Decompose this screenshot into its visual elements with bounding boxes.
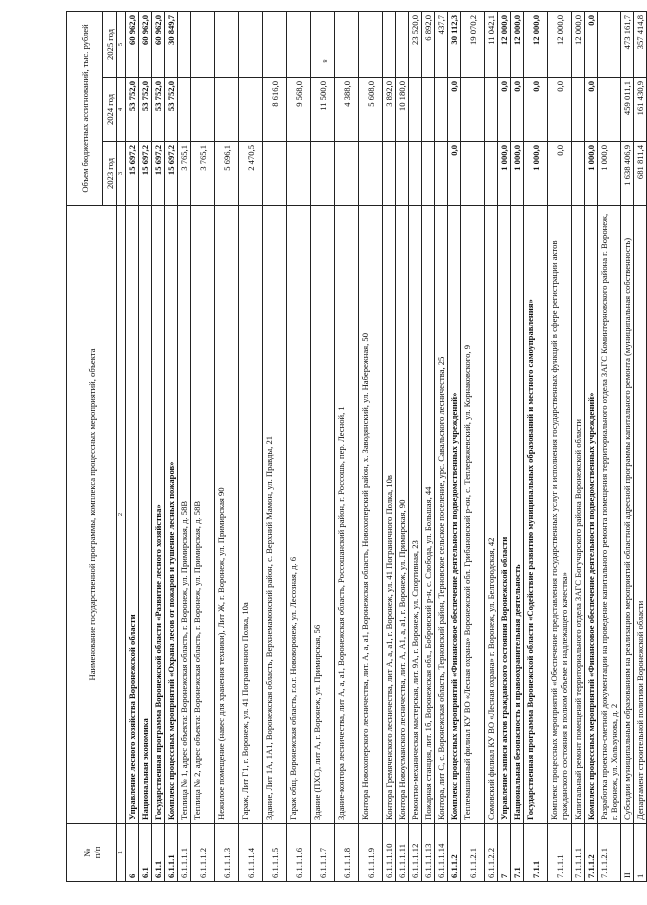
row-value-2025: 23 520,0 [409, 11, 422, 77]
table-row [572, 11, 585, 881]
row-value-2024: 459 011,1 [621, 78, 634, 142]
row-number: 7.1.1.2.1 [598, 824, 621, 882]
row-value-2024: 11 500,0 [311, 78, 335, 142]
row-value-2025: 12 000,0 [498, 11, 511, 77]
table-row [152, 11, 165, 881]
row-name: Гараж общ. Воронежская область, г.о.г. Нововоронеж, ул. Лесозная, д. 6 [287, 206, 311, 824]
row-value-2023: 15 697,2 [165, 142, 178, 206]
row-value-2023: 1 000,0 [598, 142, 621, 206]
row-name: Сомовский филиал КУ ВО «Лесная охрана» г. Воронеж, ул. Белгородская, 42 [485, 206, 498, 824]
table-row [178, 11, 191, 881]
table-row [396, 11, 409, 881]
row-value-2025 [215, 11, 239, 77]
row-name: Комплекс процессных мероприятий «Финансовое обеспечение деятельности подведомственных учреждений» [585, 206, 598, 824]
col-header-year-2025: 2025 год [103, 11, 117, 77]
col-number-4: 4 [117, 78, 126, 142]
row-number: 6.1.1.2.1 [461, 824, 485, 882]
table-row [634, 11, 647, 881]
row-name: Капитальный ремонт помещений территориального отдела ЗАГС Богучарского района Воронежской области [572, 206, 585, 824]
row-name: Здание (ПХС), лит А, г. Воронеж, ул. Примирская, 56 [311, 206, 335, 824]
row-value-2023 [287, 142, 311, 206]
row-value-2023: 15 697,2 [152, 142, 165, 206]
row-name: Теплица № 2, адрес объекта: Воронежская область, г. Воронеж, ул. Примирская, д. 58В [191, 206, 215, 824]
page-number: 8 [321, 59, 327, 63]
row-value-2024: 9 568,0 [287, 78, 311, 142]
row-value-2024: 5 608,0 [359, 78, 383, 142]
row-value-2024: 4 388,0 [335, 78, 359, 142]
row-value-2023 [485, 142, 498, 206]
table-row [598, 11, 621, 881]
row-value-2024 [485, 78, 498, 142]
row-value-2024 [435, 78, 448, 142]
table-row [548, 11, 572, 881]
table-row [435, 11, 448, 881]
row-name: Контора Гремяченского лесничества, лит А, а, а1, г. Воронеж, ул. 41 Пограничного Полка, 10в [383, 206, 396, 824]
row-value-2025 [359, 11, 383, 77]
row-name: Государственная программа Воронежской области «Содействие развитию муниципальных образований и местного самоуправления» [524, 206, 548, 824]
table-row [191, 11, 215, 881]
table-row [263, 11, 287, 881]
table-row [585, 11, 598, 881]
row-name: Комплекс процессных мероприятий «Охрана лесов от пожаров и тушение лесных пожаров» [165, 206, 178, 824]
table-row [139, 11, 152, 881]
row-name: Теплемашинный филиал КУ ВО «Лесная охрана» Воронежской обл. Грибановский р-он, с. Теплеряжевский, ул. Корнаковского, 9 [461, 206, 485, 824]
row-value-2025: 437,7 [435, 11, 448, 77]
row-number: 6.1.1.1.5 [263, 824, 287, 882]
table-row [239, 11, 263, 881]
table-row [485, 11, 498, 881]
row-value-2023 [335, 142, 359, 206]
row-value-2024: 0,0 [511, 78, 524, 142]
row-value-2023 [383, 142, 396, 206]
row-name: Здание-контора лесничества, лит А, а, а1, Воронежская область, Россошанский район, г. Россошь, пер. Лесной, 1 [335, 206, 359, 824]
row-value-2024: 53 752,0 [165, 78, 178, 142]
row-number: 6.1.1.1.3 [215, 824, 239, 882]
row-value-2025 [311, 11, 335, 77]
row-number: 6.1.1.1.4 [239, 824, 263, 882]
table-row [409, 11, 422, 881]
row-number: 6.1.1.1.7 [311, 824, 335, 882]
row-number: 6.1.1.1.12 [409, 824, 422, 882]
row-number: 6.1 [139, 824, 152, 882]
row-name: Комплекс процессных мероприятий «Обеспечение представления государственных услуг и исполнения государственных функций в сфере регистрации актов гражданского состояния в полном объеме и надлежащего качества» [548, 206, 572, 824]
row-value-2024 [191, 78, 215, 142]
row-value-2025: 60 962,0 [152, 11, 165, 77]
table-row [422, 11, 435, 881]
row-value-2023 [396, 142, 409, 206]
row-name: Нежилое помещение (навес для хранения техники), Лит Ж, г. Воронеж, ул. Примирская 90 [215, 206, 239, 824]
row-value-2025: 473 161,7 [621, 11, 634, 77]
rotated-page [66, 12, 645, 882]
row-value-2023 [461, 142, 485, 206]
row-value-2023: 1 638 406,9 [621, 142, 634, 206]
budget-table [66, 11, 647, 882]
row-number: 6.1.1.1.13 [422, 824, 435, 882]
row-value-2025: 12 000,0 [524, 11, 548, 77]
row-value-2024: 161 430,9 [634, 78, 647, 142]
col-number-3: 3 [117, 142, 126, 206]
row-number: 7.1.1 [524, 824, 548, 882]
row-number: 7.1.1.1 [548, 824, 572, 882]
table-row [461, 11, 485, 881]
row-value-2023: 1 000,0 [585, 142, 598, 206]
table-row [524, 11, 548, 881]
row-value-2025: 0,0 [585, 11, 598, 77]
row-value-2024: 3 892,0 [383, 78, 396, 142]
col-header-number: № п/п [67, 824, 117, 882]
row-value-2023: 0,0 [448, 142, 461, 206]
table-row [335, 11, 359, 881]
table-row [311, 11, 335, 881]
row-number: II [621, 824, 634, 882]
table-row [165, 11, 178, 881]
table-row [511, 11, 524, 881]
table-row [448, 11, 461, 881]
row-value-2024: 0,0 [548, 78, 572, 142]
row-value-2025: 12 000,0 [511, 11, 524, 77]
row-name: Национальная безопасность и правоохранительная деятельность [511, 206, 524, 824]
row-value-2025: 19 070,2 [461, 11, 485, 77]
row-value-2024 [422, 78, 435, 142]
row-number: 6.1.1.1.8 [335, 824, 359, 882]
row-value-2025 [191, 11, 215, 77]
row-value-2023 [435, 142, 448, 206]
row-value-2024: 0,0 [524, 78, 548, 142]
row-number: 6.1.1.1.2 [191, 824, 215, 882]
table-row [621, 11, 634, 881]
row-value-2025: 30 849,7 [165, 11, 178, 77]
col-header-year-2024: 2024 год [103, 78, 117, 142]
row-value-2023: 15 697,2 [126, 142, 139, 206]
row-value-2023 [359, 142, 383, 206]
row-number: 6 [126, 824, 139, 882]
row-number: 6.1.1.1.10 [383, 824, 396, 882]
row-number: 7 [498, 824, 511, 882]
row-value-2025: 12 000,0 [572, 11, 585, 77]
row-number: 6.1.1 [152, 824, 165, 882]
row-value-2023: 0,0 [548, 142, 572, 206]
row-name: Комплекс процессных мероприятий «Финансовое обеспечение деятельности подведомственных учреждений» [448, 206, 461, 824]
row-value-2023: 681 811,4 [634, 142, 647, 206]
row-value-2023: 5 696,1 [215, 142, 239, 206]
row-value-2023 [422, 142, 435, 206]
row-value-2023 [572, 142, 585, 206]
row-name: Департамент строительной политики Воронежской области [634, 206, 647, 824]
row-number: 6.1.1.2 [448, 824, 461, 882]
row-value-2024: 8 616,0 [263, 78, 287, 142]
row-value-2023 [311, 142, 335, 206]
row-value-2023: 3 765,1 [178, 142, 191, 206]
row-value-2024: 0,0 [585, 78, 598, 142]
row-value-2024 [178, 78, 191, 142]
col-header-name: Наименование государственной программы, комплекса процессных мероприятий, объекта [67, 206, 117, 824]
row-name: Управление записи актов гражданского состояния Воронежской области [498, 206, 511, 824]
col-header-year-2023: 2023 год [103, 142, 117, 206]
row-value-2025 [287, 11, 311, 77]
row-number: 6.1.1.1.14 [435, 824, 448, 882]
row-value-2023: 1 000,0 [524, 142, 548, 206]
row-name: Контора Новоусманского лесничества, лит. А, А1, а, а1, г. Воронеж, ул. Примирская, 90 [396, 206, 409, 824]
row-value-2025 [383, 11, 396, 77]
row-value-2025 [178, 11, 191, 77]
table-row [215, 11, 239, 881]
row-value-2024: 53 752,0 [152, 78, 165, 142]
table-row [498, 11, 511, 881]
row-value-2023: 1 000,0 [511, 142, 524, 206]
row-number: 6.1.1.1.9 [359, 824, 383, 882]
row-value-2023: 15 697,2 [139, 142, 152, 206]
row-number: 7.1.1.2 [585, 824, 598, 882]
row-value-2024: 0,0 [448, 78, 461, 142]
row-name: Управление лесного хозяйства Воронежской области [126, 206, 139, 824]
row-name: Контора, лит С, с. Воронежская область, Терновский район, Терновское сельское поселение, урс. Савальского лесничества, 25 [435, 206, 448, 824]
table-row [383, 11, 396, 881]
row-number: 6.1.1.1.1 [178, 824, 191, 882]
row-value-2025 [239, 11, 263, 77]
row-value-2024: 53 752,0 [126, 78, 139, 142]
row-value-2024 [215, 78, 239, 142]
row-value-2025: 60 962,0 [126, 11, 139, 77]
row-value-2023: 3 765,1 [191, 142, 215, 206]
row-value-2023: 1 000,0 [498, 142, 511, 206]
row-number: 7.1.1.1.1 [572, 824, 585, 882]
row-value-2025 [263, 11, 287, 77]
row-value-2024 [598, 78, 621, 142]
row-value-2024 [461, 78, 485, 142]
table-row [359, 11, 383, 881]
row-value-2024 [239, 78, 263, 142]
row-value-2023 [409, 142, 422, 206]
row-value-2024 [409, 78, 422, 142]
row-number: 1 [634, 824, 647, 882]
row-value-2025: 6 892,0 [422, 11, 435, 77]
table-row [287, 11, 311, 881]
table-row [126, 11, 139, 881]
row-name: Разработка проектно-сметной документации на проведение капитального ремонта помещения территориального отдела ЗАГС Коминтерновского района г. Воронеж, г. Воронеж, ул. Хользунова, д. 2 [598, 206, 621, 824]
row-value-2024: 0,0 [498, 78, 511, 142]
col-number-5: 5 [117, 11, 126, 77]
row-number: 6.1.1.1.6 [287, 824, 311, 882]
row-value-2025: 30 112,3 [448, 11, 461, 77]
col-header-budget: Объем бюджетных ассигнований, тыс. рублей [67, 11, 103, 205]
row-name: Ремонтно-механическая мастерская, лит. 9А, г. Воронеж, ул. Спортивная, 23 [409, 206, 422, 824]
row-value-2025: 357 414,8 [634, 11, 647, 77]
row-value-2025 [335, 11, 359, 77]
row-value-2025: 12 000,0 [548, 11, 572, 77]
col-number-1: 1 [117, 824, 126, 882]
row-number: 6.1.1.1.11 [396, 824, 409, 882]
row-name: Теплица № 1, адрес объекта: Воронежская область, г. Воронеж, ул. Примирская, д. 58В [178, 206, 191, 824]
row-value-2025: 60 962,0 [139, 11, 152, 77]
row-number: 7.1 [511, 824, 524, 882]
row-number: 6.1.1.2.2 [485, 824, 498, 882]
row-value-2024: 10 180,0 [396, 78, 409, 142]
row-name: Гараж, Лит Г1, г. Воронеж, ул. 41 Пограничного Полка, 10а [239, 206, 263, 824]
row-value-2025 [396, 11, 409, 77]
row-name: Государственная программа Воронежской области «Развитие лесного хозяйства» [152, 206, 165, 824]
row-value-2025: 11 042,1 [485, 11, 498, 77]
row-name: Здание, Лит 1А, 1А1, Воронежская область, Верхнемамонский район, с. Верхний Мамон, ул. Правды, 21 [263, 206, 287, 824]
row-value-2023 [263, 142, 287, 206]
row-name: Пожарная станция, лит. 1б, Воронежская обл., Бобровский р-н, с. Слобода, ул. Большая, 44 [422, 206, 435, 824]
row-name: Национальная экономика [139, 206, 152, 824]
row-name: Контора Новохоперского лесничества, лит. А, а, а1, Воронежская область, Новохоперский район, х. Заводянский, ул. Набережная, 50 [359, 206, 383, 824]
row-value-2025 [598, 11, 621, 77]
col-number-2: 2 [117, 206, 126, 824]
row-value-2024 [572, 78, 585, 142]
row-value-2024: 53 752,0 [139, 78, 152, 142]
row-number: 6.1.1.1 [165, 824, 178, 882]
row-value-2023: 2 470,5 [239, 142, 263, 206]
row-name: Субсидии муниципальным образованиям на реализацию мероприятий областной адресной программы капитального ремонта (муниципальная собственность) [621, 206, 634, 824]
